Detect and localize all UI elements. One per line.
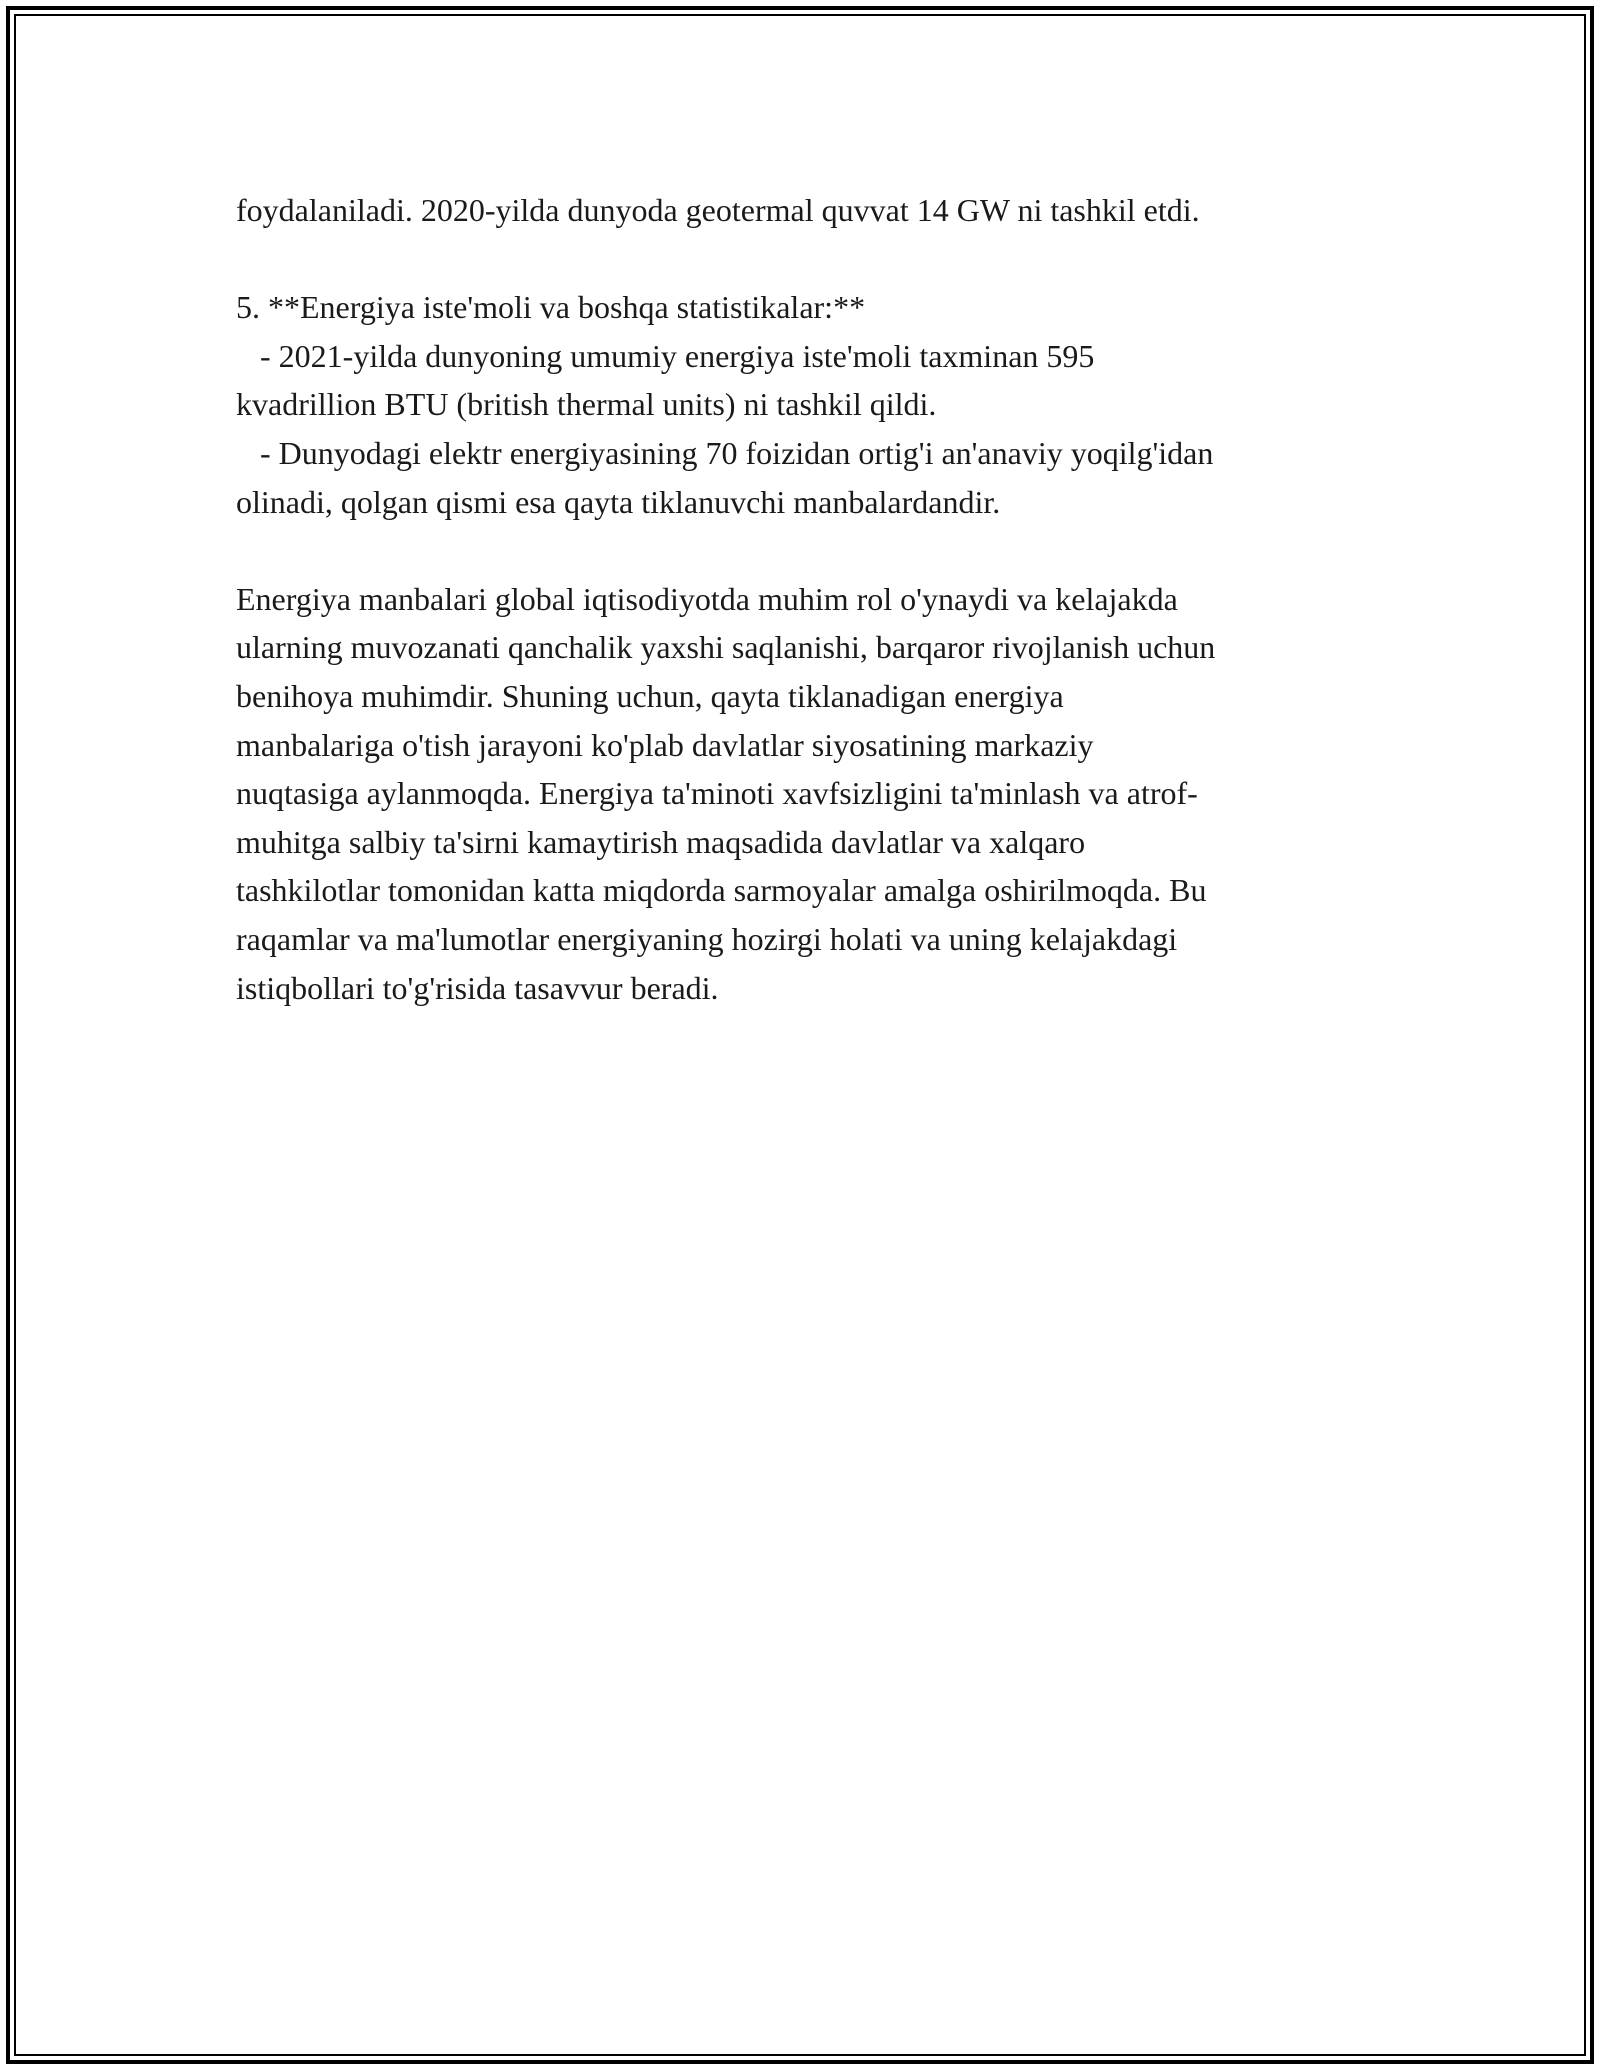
paragraph-line: benihoya muhimdir. Shuning uchun, qayta tiklanadigan energiya <box>236 677 1064 714</box>
paragraph-line: muhitga salbiy ta'sirni kamaytirish maqsadida davlatlar va xalqaro <box>236 823 1086 860</box>
list-item-line: kvadrillion BTU (british thermal units) ni tashkil qildi. <box>236 386 937 423</box>
section-heading: 5. **Energiya iste'moli va boshqa statistikalar:** <box>236 289 866 326</box>
blank-line <box>236 526 1366 575</box>
blank-line <box>236 235 1366 284</box>
paragraph-line: manbalariga o'tish jarayoni ko'plab davlatlar siyosatining markaziy <box>236 726 1094 763</box>
paragraph-line: nuqtasiga aylanmoqda. Energiya ta'minoti xavfsizligini ta'minlash va atrof- <box>236 775 1198 812</box>
paragraph-line: istiqbollari to'g'risida tasavvur beradi. <box>236 969 719 1006</box>
paragraph-line: ularning muvozanati qanchalik yaxshi saqlanishi, barqaror rivojlanish uchun <box>236 629 1216 666</box>
document-body <box>236 186 1366 1012</box>
paragraph-line: Energiya manbalari global iqtisodiyotda muhim rol o'ynaydi va kelajakda <box>236 580 1178 617</box>
list-item-line: olinadi, qolgan qismi esa qayta tiklanuvchi manbalardandir. <box>236 483 1001 520</box>
paragraph-line: raqamlar va ma'lumotlar energiyaning hozirgi holati va uning kelajakdagi <box>236 920 1178 957</box>
list-item-line: - 2021-yilda dunyoning umumiy energiya iste'moli taxminan 595 <box>236 337 1095 374</box>
paragraph-line: tashkilotlar tomonidan katta miqdorda sarmoyalar amalga oshirilmoqda. Bu <box>236 872 1207 909</box>
list-item-line: - Dunyodagi elektr energiyasining 70 foizidan ortig'i an'anaviy yoqilg'idan <box>236 434 1214 471</box>
text-line: foydalaniladi. 2020-yilda dunyoda geotermal quvvat 14 GW ni tashkil etdi. <box>236 192 1200 228</box>
